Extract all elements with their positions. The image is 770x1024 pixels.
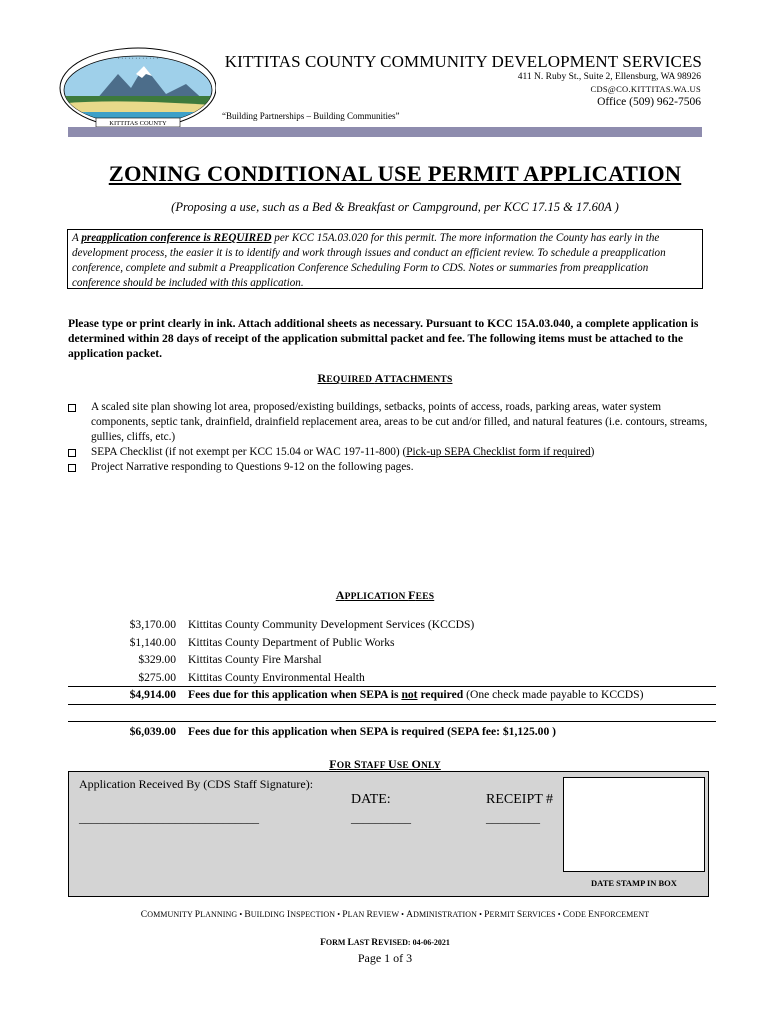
footer-service-item: PERMIT SERVICES: [484, 910, 556, 920]
county-logo: [56, 44, 216, 128]
table-row: $275.00 Kittitas County Environmental Health: [138, 670, 365, 684]
footer-service-item: BUILDING INSPECTION: [244, 910, 336, 920]
fee-divider: [68, 686, 716, 687]
notice-lead: A: [72, 232, 82, 244]
date-stamp-label: DATE STAMP IN BOX: [591, 878, 677, 888]
header-bar: [68, 127, 702, 137]
date-stamp-box[interactable]: [563, 777, 705, 872]
list-item: SEPA Checklist (if not exempt per KCC 15.04 or WAC 197-11-800) (Pick-up SEPA Checklist form if required): [68, 445, 708, 460]
staff-heading: FOR STAFF USE ONLY: [329, 757, 441, 771]
org-name: KITTITAS COUNTY COMMUNITY DEVELOPMENT SERVICES: [224, 52, 702, 71]
footer-service-item: CODE ENFORCEMENT: [562, 910, 650, 920]
checkbox-icon[interactable]: [68, 404, 76, 412]
org-email[interactable]: CDS@CO.KITTITAS.WA.US: [590, 84, 701, 94]
footer-service-item: ADMINISTRATION: [406, 910, 478, 920]
page-title: ZONING CONDITIONAL USE PERMIT APPLICATION: [108, 161, 682, 186]
office-phone: Office (509) 962-7506: [597, 96, 701, 108]
sepa-checklist-link[interactable]: Pick-up SEPA Checklist form if required: [406, 446, 591, 458]
fees-heading: APPLICATION FEES: [335, 588, 435, 602]
fee-total-sepa: $6,039.00 Fees due for this application when SEPA is required (SEPA fee: $1,125.00 ): [129, 725, 557, 738]
fee-divider: [68, 721, 716, 722]
logo-caption: KITTITAS COUNTY: [109, 120, 167, 127]
list-item: Project Narrative responding to Questions 9-12 on the following pages.: [68, 460, 708, 475]
checkbox-icon[interactable]: [68, 449, 76, 457]
notice-body: per KCC 15A.03.020 for this permit. The more information the County has early in the development process, the easier it is to identify and work through issues and conduct an efficient review. To schedule a preapplication conference, complete and submit a Preapplication Conference Scheduling Form to CDS. Notes or summaries from preapplication conference should be included with this application.: [72, 232, 666, 289]
footer-service-item: COMMUNITY PLANNING: [140, 910, 238, 920]
fee-total-no-sepa: $4,914.00 Fees due for this application when SEPA is not required (One check made payable to KCCDS): [129, 688, 644, 701]
svg-text:· · · · · · · · · · · ·: · · · · · · · · · · · ·: [117, 56, 159, 62]
checkbox-icon[interactable]: [68, 464, 76, 472]
preapplication-notice: [67, 229, 703, 289]
slogan: “Building Partnerships – Building Communities”: [222, 111, 400, 121]
form-revised: FORM LAST REVISED: 04-06-2021: [320, 938, 450, 948]
footer-services: COMMUNITY PLANNING • BUILDING INSPECTION • PLAN REVIEW • ADMINISTRATION • PERMIT SERVICES • CODE ENFORCEMENT: [140, 910, 650, 920]
received-by-label: Application Received By (CDS Staff Signature):: [79, 777, 314, 791]
receipt-line[interactable]: _________: [486, 811, 540, 825]
page-subtitle: (Proposing a use, such as a Bed & Breakfast or Campground, per KCC 17.15 & 17.60A ): [171, 200, 619, 214]
page-number: Page 1 of 3: [357, 951, 413, 965]
date-label: DATE:: [351, 792, 391, 807]
table-row: $3,170.00 Kittitas County Community Development Services (KCCDS): [129, 618, 475, 631]
notice-emphasis: preapplication conference is REQUIRED: [81, 232, 272, 244]
fees-table: [100, 616, 720, 704]
table-row: $1,140.00 Kittitas County Department of Public Works: [129, 635, 395, 649]
footer-service-item: PLAN REVIEW: [342, 910, 399, 920]
attachments-heading: REQUIRED ATTACHMENTS: [317, 371, 453, 385]
instructions: Please type or print clearly in ink. Attach additional sheets as necessary. Pursuant to KCC 15A.03.040, a complete application is determined within 28 days of receipt of the application submittal packet and fee. The following items must be attached to the application packet.: [68, 317, 699, 360]
table-row: $329.00 Kittitas County Fire Marshal: [138, 653, 322, 666]
org-address: 411 N. Ruby St., Suite 2, Ellensburg, WA 98926: [517, 72, 701, 82]
fee-divider: [68, 704, 716, 705]
receipt-label: RECEIPT #: [486, 792, 554, 807]
list-item: A scaled site plan showing lot area, proposed/existing buildings, setbacks, points of access, roads, parking areas, water system components, septic tank, drainfield, drainfield replacement area, areas to be cut and/or filled, and natural features (i.e. contours, streams, gullies, cliffs, etc.): [68, 400, 708, 445]
signature-line[interactable]: ______________________________: [79, 811, 259, 825]
attachments-list: [68, 400, 708, 475]
date-line[interactable]: __________: [351, 811, 411, 825]
